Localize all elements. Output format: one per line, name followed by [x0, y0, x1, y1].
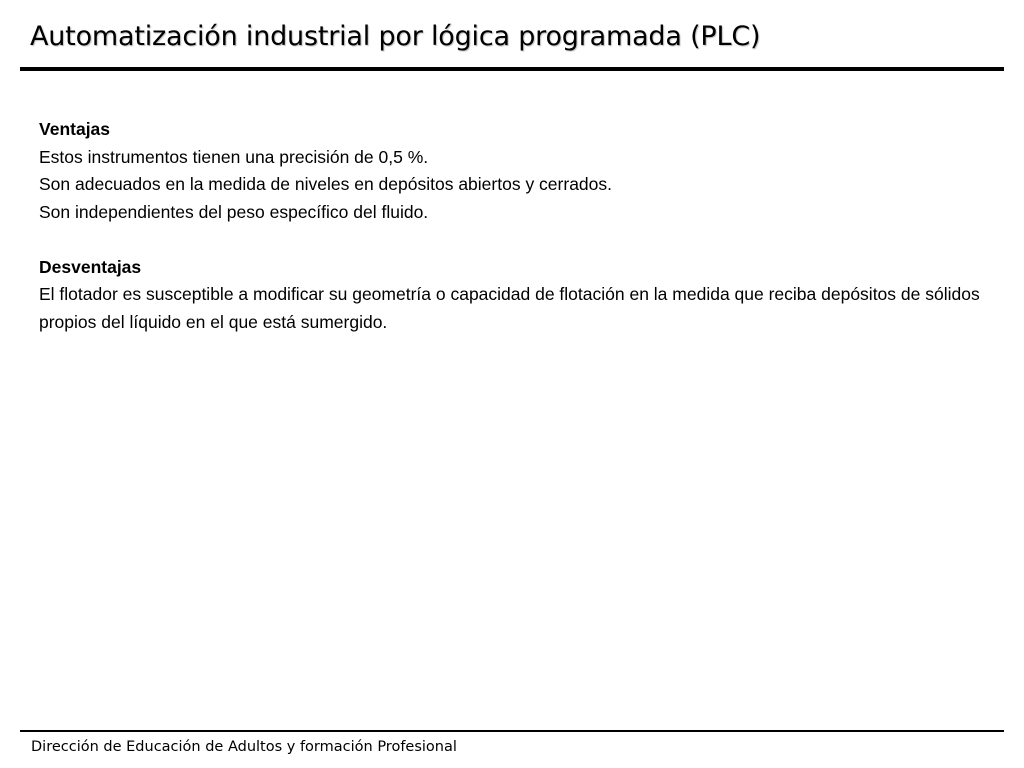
ventajas-item: Son independientes del peso específico del fluido.: [39, 201, 429, 222]
title-divider: [20, 67, 1004, 71]
slide-title: Automatización industrial por lógica programada (PLC): [30, 21, 761, 52]
footer-text: Dirección de Educación de Adultos y formación Profesional: [31, 739, 457, 755]
ventajas-item: Estos instrumentos tienen una precisión de 0,5 %.: [39, 146, 429, 167]
desventajas-text: El flotador es susceptible a modificar su geometría o capacidad de flotación en la medida que reciba depósitos de sólidos propios del líquido en el que está sumergido.: [39, 284, 980, 332]
ventajas-heading: Ventajas: [39, 119, 111, 139]
footer-divider: [20, 730, 1004, 732]
desventajas-heading: Desventajas: [39, 256, 142, 277]
section-spacer: [39, 226, 999, 254]
ventajas-item: Son adecuados en la medida de niveles en depósitos abiertos y cerrados.: [39, 174, 613, 194]
slide-body: [39, 116, 999, 336]
